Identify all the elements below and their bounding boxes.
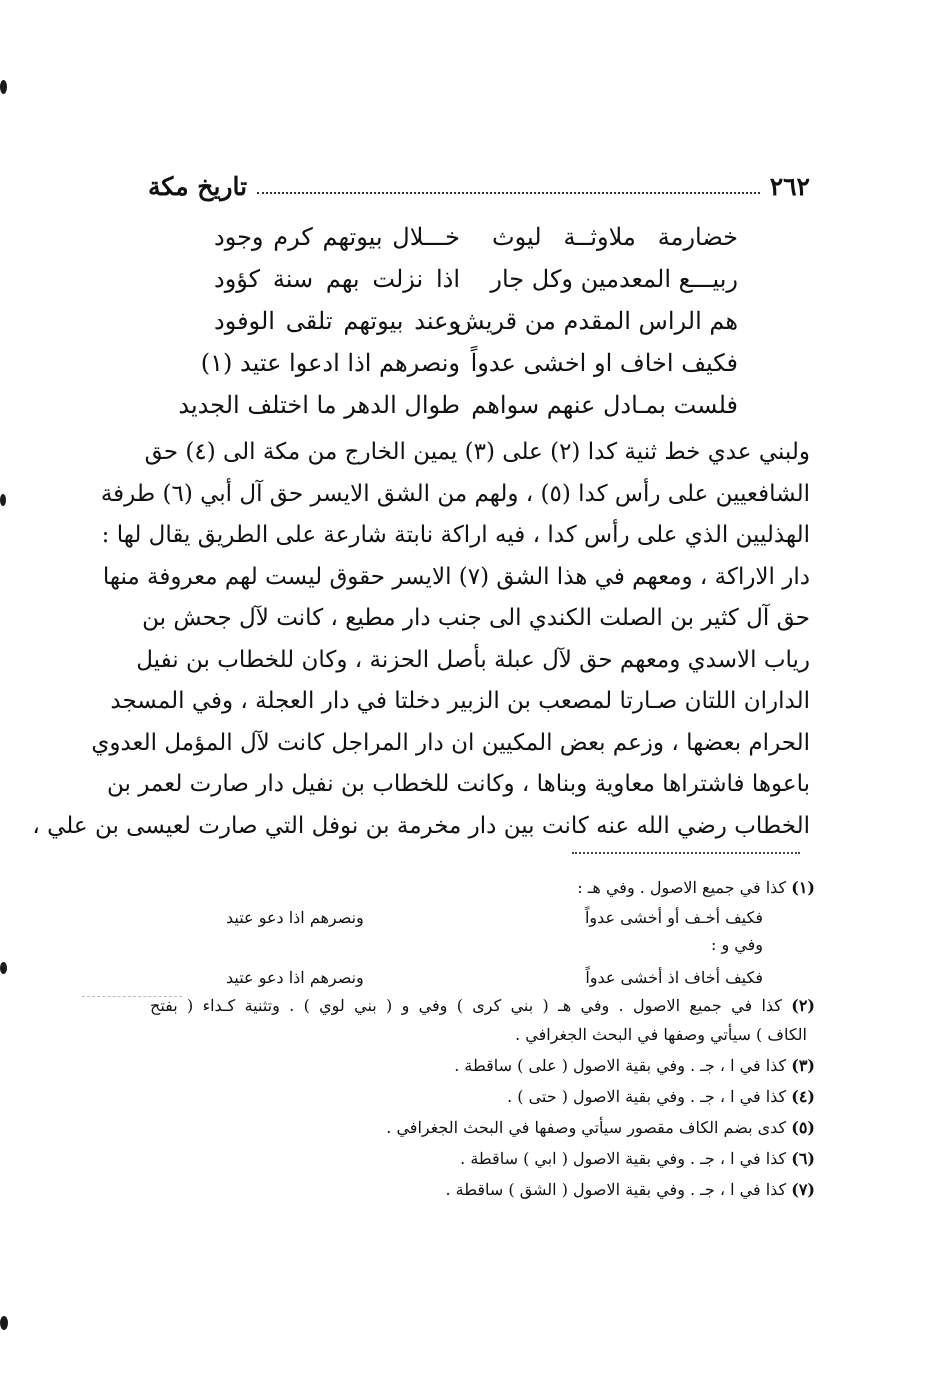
verse-second-hemistich: اذا نزلت بهم سنة كؤود <box>214 265 460 293</box>
footnote-5 <box>150 1112 815 1143</box>
variant-first-hemistich: فكيف أخاف اذ أخشى عدواً <box>585 968 763 987</box>
footnote-text: كذا في ا ، جـ . وفي بقية الاصول ( على ) ساقطة . <box>454 1056 787 1075</box>
body-paragraph <box>32 432 810 847</box>
verse-first-hemistich: فكيف اخاف او اخشى عدواً <box>470 349 738 377</box>
footnote-text: كذا في ا ، جـ . وفي بقية الاصول ( حتى ) . <box>507 1087 787 1106</box>
verse-second-hemistich: ونصرهم اذا ادعوا عتيد (١) <box>200 349 460 377</box>
poem <box>178 216 738 426</box>
footnote-marker: (٥) <box>791 1118 815 1137</box>
verse-first-hemistich: ربيـــع المعدمين وكل جار <box>490 265 738 293</box>
variant-verse-h <box>150 904 815 932</box>
variant-second-hemistich: ونصرهم اذا دعو عتيد <box>226 908 364 927</box>
poem-verse <box>214 300 738 342</box>
page-number: ٢٦٢ <box>769 172 810 201</box>
footnote-text: الكاف ) سيأتي وصفها في البحث الجغرافي . <box>515 1025 807 1044</box>
footnotes <box>150 872 815 1205</box>
left-edge-mark-2 <box>0 494 6 506</box>
paragraph-line: ولبني عدي خط ثنية كدا (٢) على (٣) يمين الخارج من مكة الى (٤) حق <box>144 439 810 465</box>
variant-first-hemistich: فكيف أخـف أو أخشى عدواً <box>584 908 763 927</box>
footnote-marker: (١) <box>791 878 815 897</box>
footnote-text: كذا في جميع الاصول . وفي هـ : <box>577 878 787 897</box>
paragraph-line: الداران اللتان صـارتا لمصعب بن الزبير دخلتا في دار العجلة ، وفي المسجد <box>110 688 810 714</box>
verse-second-hemistich: وعند بيوتهم تلقى الوفود <box>214 307 460 335</box>
poem-verse <box>178 384 738 426</box>
poem-verse <box>214 258 738 300</box>
book-title: تاريخ مكة <box>148 172 248 201</box>
poem-verse <box>200 342 738 384</box>
verse-second-hemistich: طوال الدهر ما اختلف الجديد <box>178 391 460 419</box>
left-edge-mark-3 <box>0 962 7 974</box>
paragraph-line: دار الاراكة ، ومعهم في هذا الشق (٧) الايسر حقوق ليست لهم معروفة منها <box>102 563 810 590</box>
footnote-6 <box>150 1143 815 1174</box>
verse-first-hemistich: هم الراس المقدم من قريش <box>455 307 738 335</box>
footnote-7 <box>150 1174 815 1205</box>
paragraph-line: الهذليين الذي على رأس كدا ، فيه اراكة نابتة شارعة على الطريق يقال لها : <box>101 522 810 548</box>
footnote-text: كذا في جميع الاصول . وفي هـ ( بني كرى ) وفي و ( بني لوي ) . وتثنية كـداء ( بفتح <box>150 996 782 1015</box>
footnote-4 <box>150 1081 815 1112</box>
footnote-2 <box>150 992 815 1020</box>
variant-second-hemistich: ونصرهم اذا دعو عتيد <box>226 968 364 987</box>
poem-verse <box>214 216 738 258</box>
footnote-3 <box>150 1050 815 1081</box>
variant-verse-w <box>150 964 815 992</box>
footnote-text: كذا في ا ، جـ . وفي بقية الاصول ( الشق ) ساقطة . <box>445 1180 787 1199</box>
paragraph-line: الخطاب رضي الله عنه كانت بين دار مخرمة بن نوفل التي صارت لعيسى بن علي ، <box>32 812 810 839</box>
paragraph-line: حق آل كثير بن الصلت الكندي الى جنب دار مطيع ، كانت لآل جحش بن <box>142 605 810 631</box>
footnote-marker: (٢) <box>791 996 815 1015</box>
footnote-marker: (٧) <box>791 1180 815 1199</box>
footnote-1 <box>150 872 815 904</box>
footnote-marker: (٣) <box>791 1056 815 1075</box>
verse-second-hemistich: خـــلال بيوتهم كرم وجود <box>214 223 460 251</box>
footnote-marker: (٤) <box>791 1087 815 1106</box>
scan-artifact-line <box>82 996 182 997</box>
verse-first-hemistich: فلست بمـادل عنهم سواهم <box>471 391 738 419</box>
left-edge-mark-4 <box>0 1316 8 1330</box>
footnote-text: كدى بضم الكاف مقصور سيأتي وصفها في البحث الجغرافي . <box>386 1118 787 1137</box>
running-header <box>148 167 810 201</box>
left-edge-mark-1 <box>0 80 7 94</box>
paragraph-line: رياب الاسدي ومعهم حق لآل عبلة بأصل الحزنة ، وكان للخطاب بن نفيل <box>136 646 810 673</box>
paragraph-line: باعوها فاشتراها معاوية وبناها ، وكانت للخطاب بن نفيل دار صارت لعمر بن <box>107 771 810 797</box>
paragraph-line: الحرام بعضها ، وزعم بعض المكيين ان دار المراجل كانت لآل المؤمل العدوي <box>91 729 810 756</box>
paragraph-line: الشافعيين على رأس كدا (٥) ، ولهم من الشق الايسر حق آل أبي (٦) طرفة <box>100 480 810 507</box>
variant-label: وفي و : <box>711 935 763 954</box>
header-dot-leader <box>257 192 760 194</box>
verse-first-hemistich: خضارمة ملاوثــة ليوث <box>492 223 738 251</box>
footnote-separator <box>572 852 800 854</box>
footnote-marker: (٦) <box>791 1149 815 1168</box>
footnote-2-continuation <box>150 1020 815 1050</box>
footnote-text: كذا في ا ، جـ . وفي بقية الاصول ( ابي ) ساقطة . <box>460 1149 787 1168</box>
